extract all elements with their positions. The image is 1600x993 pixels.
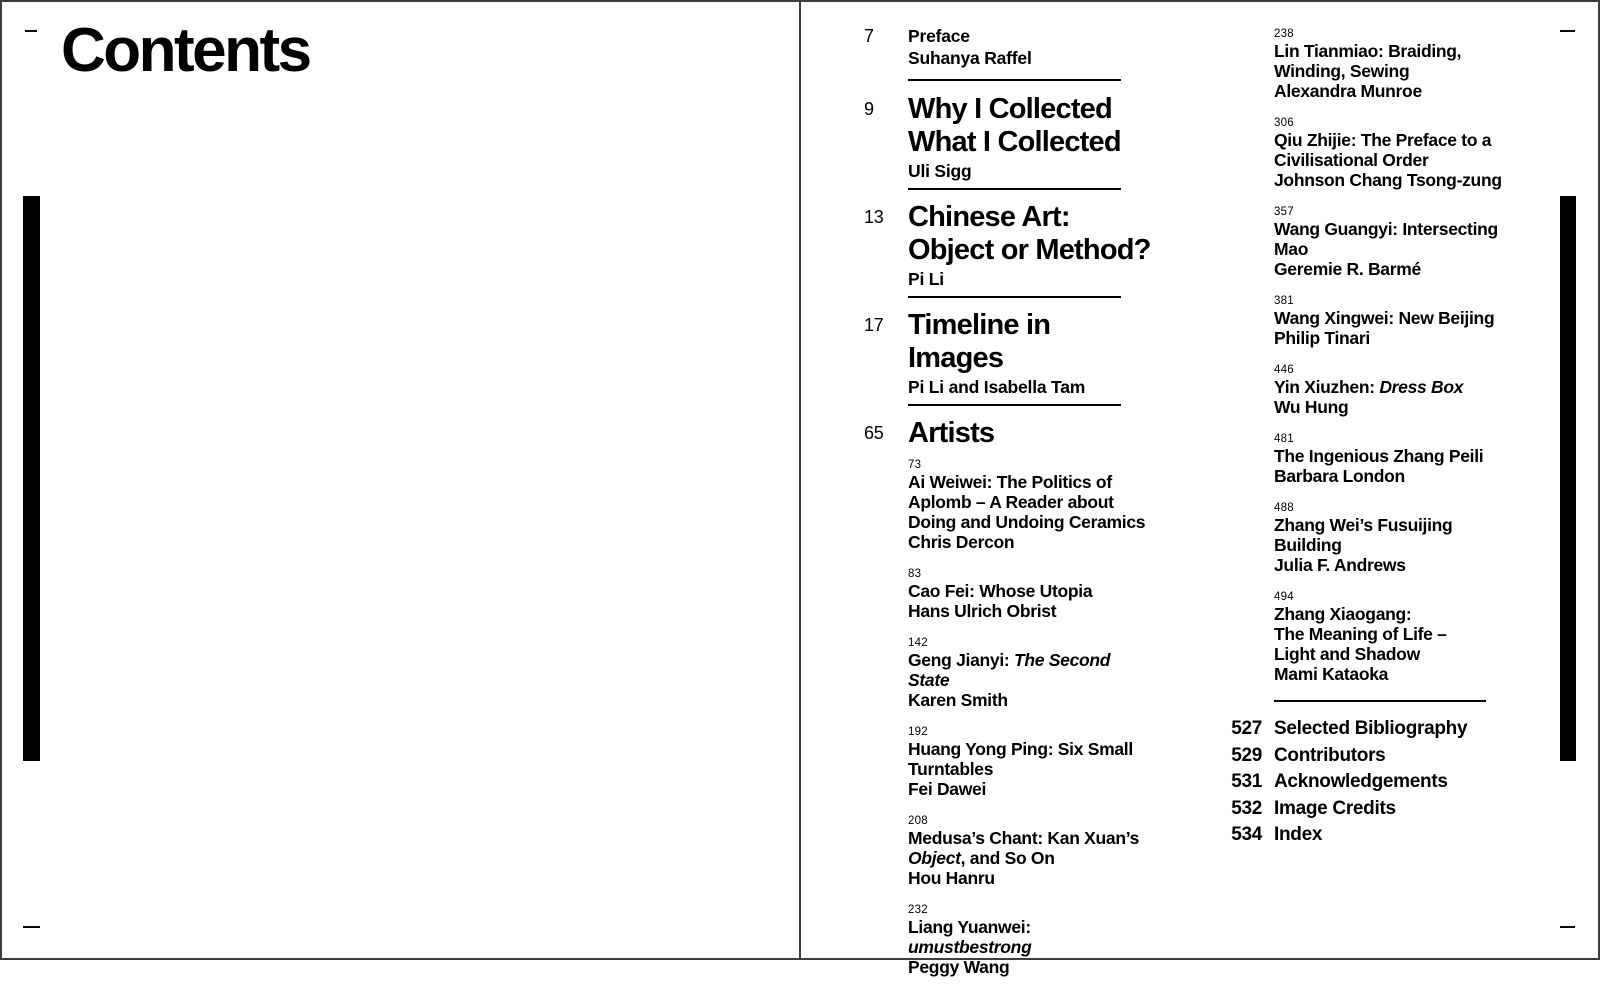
title-segment: umustbestrong xyxy=(908,937,1032,957)
toc-section xyxy=(864,93,1164,201)
toc-entry xyxy=(1274,206,1522,279)
toc-title-line xyxy=(1274,239,1522,259)
toc-entry-page-number: 306 xyxy=(1274,117,1294,129)
toc-title-line xyxy=(1274,644,1522,664)
toc-section-author: Pi Li and Isabella Tam xyxy=(908,377,1086,397)
toc-entry-author: Karen Smith xyxy=(908,690,1008,710)
toc-entry-author: Hou Hanru xyxy=(908,868,995,888)
toc-entry xyxy=(908,904,1156,977)
toc-entry xyxy=(908,568,1156,621)
back-matter-title: Image Credits xyxy=(1274,797,1396,819)
title-segment: Object or Method? xyxy=(908,234,1151,266)
toc-entry xyxy=(1274,28,1522,101)
toc-title-line xyxy=(908,26,1164,46)
toc-entry-page-number: 494 xyxy=(1274,591,1294,603)
toc-entry-page-number: 142 xyxy=(908,637,928,649)
back-matter-page-number: 529 xyxy=(1231,744,1262,766)
toc-entry-page-number: 381 xyxy=(1274,295,1294,307)
toc-title-line xyxy=(908,234,1164,267)
toc-entry-author: Hans Ulrich Obrist xyxy=(908,601,1057,621)
toc-section-number: 65 xyxy=(864,423,884,443)
toc-entry-page-number: 446 xyxy=(1274,364,1294,376)
back-matter-page-number: 527 xyxy=(1231,718,1262,739)
title-segment: Winding, Sewing xyxy=(1274,61,1410,81)
toc-title-line xyxy=(1274,308,1522,328)
title-segment: Cao Fei: Whose Utopia xyxy=(908,581,1093,601)
toc-column-1 xyxy=(864,26,1164,993)
toc-entry xyxy=(1274,295,1522,348)
toc-section-body xyxy=(908,26,1164,93)
title-segment: What I Collected xyxy=(908,126,1121,158)
toc-title-line xyxy=(1274,515,1522,555)
toc-title-line xyxy=(908,492,1156,512)
title-segment: Turntables xyxy=(908,759,994,779)
title-segment: Artists xyxy=(908,417,995,449)
toc-title-line xyxy=(1274,130,1522,150)
toc-section-author: Pi Li xyxy=(908,269,944,289)
toc-title-line xyxy=(908,581,1156,601)
toc-section-number: 13 xyxy=(864,207,884,227)
back-matter-row xyxy=(1229,716,1529,743)
toc-title-line xyxy=(1274,41,1522,61)
toc-title-line xyxy=(908,512,1156,532)
toc-entry-page-number: 73 xyxy=(908,459,922,471)
title-segment: Geng Jianyi: xyxy=(908,650,1014,670)
crop-mark-bottom-left xyxy=(23,926,40,928)
back-matter-title: Index xyxy=(1274,824,1323,845)
back-matter-title: Contributors xyxy=(1274,744,1386,766)
toc-entry-author: Mami Kataoka xyxy=(1274,664,1389,684)
crop-mark-bottom-right xyxy=(1560,926,1575,928)
title-segment: Light and Shadow xyxy=(1274,644,1420,664)
toc-section-author: Uli Sigg xyxy=(908,161,972,181)
back-matter-title: Selected Bibliography xyxy=(1274,718,1468,739)
title-segment: Aplomb – A Reader about xyxy=(908,492,1114,512)
toc-entry xyxy=(908,637,1156,710)
toc-title-line xyxy=(1274,61,1522,81)
toc-title-line xyxy=(908,201,1164,234)
title-segment: Zhang Wei’s Fusuijing Building xyxy=(1274,515,1453,555)
toc-title-line xyxy=(1274,150,1522,170)
title-segment: The Second State xyxy=(908,650,1111,690)
toc-entry-page-number: 238 xyxy=(1274,28,1294,40)
toc-entry-author: Peggy Wang xyxy=(908,957,1010,977)
toc-entry xyxy=(1274,364,1522,417)
title-segment: Ai Weiwei: The Politics of xyxy=(908,472,1112,492)
title-segment: The Ingenious Zhang Peili xyxy=(1274,446,1484,466)
toc-title-line xyxy=(1274,219,1522,239)
toc-entry-author: Julia F. Andrews xyxy=(1274,555,1406,575)
toc-entry xyxy=(1274,117,1522,190)
toc-entry-page-number: 192 xyxy=(908,726,928,738)
toc-title-line xyxy=(908,917,1156,957)
toc-title-line xyxy=(908,759,1156,779)
page-gutter-divider xyxy=(799,0,801,960)
toc-title-line xyxy=(908,309,1164,342)
toc-section-body xyxy=(908,417,1164,450)
toc-section xyxy=(864,201,1164,309)
back-matter-row xyxy=(1229,822,1529,849)
back-matter-rule xyxy=(1274,700,1486,702)
section-rule xyxy=(908,188,1121,190)
section-rule xyxy=(908,79,1121,81)
toc-entry xyxy=(1274,433,1522,486)
title-segment: Timeline in xyxy=(908,309,1051,341)
toc-entry-author: Alexandra Munroe xyxy=(1274,81,1422,101)
toc-entry xyxy=(908,726,1156,799)
toc-entry-author: Philip Tinari xyxy=(1274,328,1370,348)
title-segment: Lin Tianmiao: Braiding, xyxy=(1274,41,1462,61)
toc-entry-author: Chris Dercon xyxy=(908,532,1015,552)
toc-entry-author: Fei Dawei xyxy=(908,779,987,799)
back-matter-title: Acknowledgements xyxy=(1274,771,1448,792)
toc-entry-author: Geremie R. Barmé xyxy=(1274,259,1421,279)
toc-entry xyxy=(1274,502,1522,575)
toc-section xyxy=(864,26,1164,93)
left-spine-bar xyxy=(23,196,40,761)
toc-section xyxy=(864,309,1164,417)
toc-entry-page-number: 83 xyxy=(908,568,922,580)
toc-entry-page-number: 357 xyxy=(1274,206,1294,218)
crop-mark-top-right xyxy=(1560,30,1575,32)
toc-title-line xyxy=(1274,377,1522,397)
toc-entry-page-number: 481 xyxy=(1274,433,1294,445)
toc-title-line xyxy=(908,472,1156,492)
toc-title-line xyxy=(908,93,1164,126)
title-segment: Qiu Zhijie: The Preface to a xyxy=(1274,130,1492,150)
title-segment: Medusa’s Chant: Kan Xuan’s xyxy=(908,828,1140,848)
toc-section-body xyxy=(908,201,1164,309)
toc-title-line xyxy=(1274,624,1522,644)
back-matter-page-number: 534 xyxy=(1231,824,1262,845)
toc-entry xyxy=(1274,591,1522,684)
title-segment: Doing and Undoing Ceramics xyxy=(908,512,1146,532)
title-segment: Mao xyxy=(1274,239,1309,259)
toc-entry xyxy=(908,459,1156,552)
toc-title-line xyxy=(908,126,1164,159)
toc-title-line xyxy=(908,848,1156,868)
back-matter-row xyxy=(1229,796,1529,823)
toc-section xyxy=(864,417,1164,450)
toc-entry-author: Barbara London xyxy=(1274,466,1405,486)
toc-section-body xyxy=(908,309,1164,417)
title-segment: Wang Xingwei: New Beijing xyxy=(1274,308,1495,328)
toc-entry-page-number: 488 xyxy=(1274,502,1294,514)
toc-entry-author: Johnson Chang Tsong-zung xyxy=(1274,170,1502,190)
toc-section-number: 17 xyxy=(864,315,884,335)
back-matter-row xyxy=(1229,769,1529,796)
title-segment: , and So On xyxy=(960,848,1055,868)
crop-mark-top-left xyxy=(25,30,37,32)
title-segment: Object xyxy=(908,848,961,868)
back-matter-page-number: 532 xyxy=(1231,797,1262,819)
page-title: Contents xyxy=(61,16,310,85)
title-segment: Wang Guangyi: Intersecting xyxy=(1274,219,1498,239)
toc-title-line xyxy=(908,342,1164,375)
toc-entry-author: Wu Hung xyxy=(1274,397,1349,417)
title-segment: Dress Box xyxy=(1379,377,1464,397)
toc-title-line xyxy=(908,650,1156,690)
title-segment: The Meaning of Life – xyxy=(1274,624,1447,644)
title-segment: Yin Xiuzhen: xyxy=(1274,377,1380,397)
right-spine-bar xyxy=(1560,196,1576,761)
section-rule xyxy=(908,296,1121,298)
toc-section-body xyxy=(908,93,1164,201)
toc-section-number: 7 xyxy=(864,26,874,46)
toc-entry-page-number: 208 xyxy=(908,815,928,827)
section-rule xyxy=(908,404,1121,406)
title-segment: Civilisational Order xyxy=(1274,150,1429,170)
toc-column-2 xyxy=(1229,28,1529,849)
title-segment: Images xyxy=(908,342,1004,374)
title-segment: Zhang Xiaogang: xyxy=(1274,604,1412,624)
title-segment: Liang Yuanwei: xyxy=(908,917,1031,937)
title-segment: Huang Yong Ping: Six Small xyxy=(908,739,1133,759)
title-segment: Chinese Art: xyxy=(908,201,1070,233)
toc-title-line xyxy=(908,417,1164,450)
toc-title-line xyxy=(1274,446,1522,466)
toc-section-author: Suhanya Raffel xyxy=(908,48,1032,68)
toc-title-line xyxy=(908,739,1156,759)
back-matter-row xyxy=(1229,743,1529,770)
toc-section-number: 9 xyxy=(864,99,874,119)
toc-entry-page-number: 232 xyxy=(908,904,928,916)
toc-title-line xyxy=(1274,604,1522,624)
back-matter-page-number: 531 xyxy=(1231,771,1262,792)
title-segment: Preface xyxy=(908,26,970,46)
toc-title-line xyxy=(908,828,1156,848)
title-segment: Why I Collected xyxy=(908,93,1112,125)
toc-entry xyxy=(908,815,1156,888)
